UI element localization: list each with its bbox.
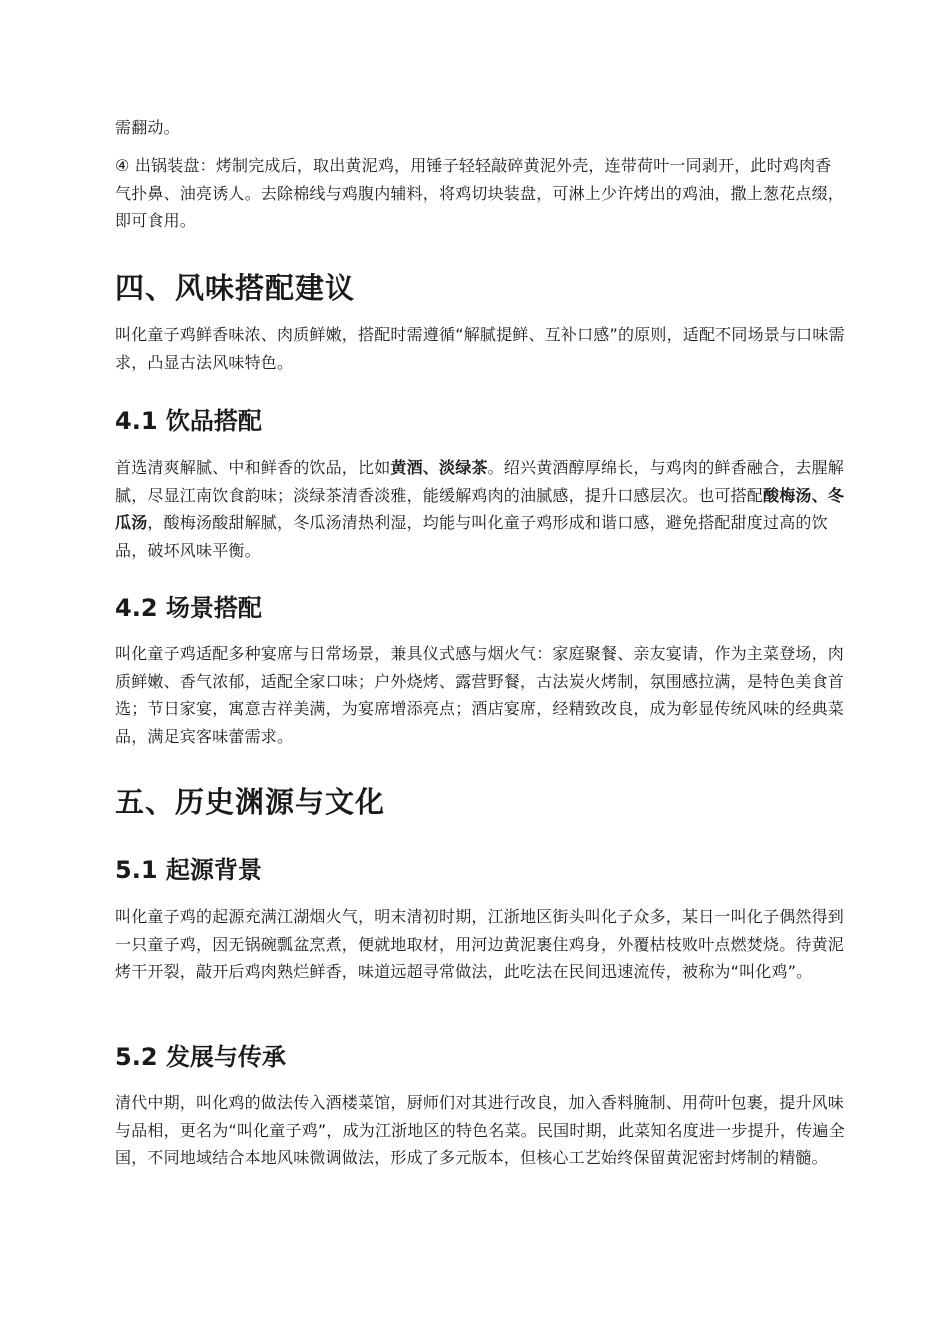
paragraph-flavor-intro: 叫化童子鸡鲜香味浓、肉质鲜嫩，搭配时需遵循“解腻提鲜、互补口感”的原则，适配不同场景与口味需求，凸显古法风味特色。 [115,325,845,372]
subsection-heading-5-1: 5.1 起源背景 [115,856,262,884]
paragraph-step-4-plating: ④ 出锅装盘：烤制完成后，取出黄泥鸡，用锤子轻轻敲碎黄泥外壳，连带荷叶一同剥开，此时鸡肉香气扑鼻、油亮诱人。去除棉线与鸡腹内辅料，将鸡切块装盘，可淋上少许烤出的鸡油，撒上葱花点缀，即可食用。 [115,156,845,231]
paragraph-continuation: 需翻动。 [115,118,180,137]
section-heading-5: 五、历史渊源与文化 [115,785,386,819]
subsection-heading-4-1: 4.1 饮品搭配 [115,407,262,435]
paragraph-development: 清代中期，叫化鸡的做法传入酒楼菜馆，厨师们对其进行改良，加入香料腌制、用荷叶包裹，提升风味与品相，更名为“叫化童子鸡”，成为江浙地区的特色名菜。民国时期，此菜知名度进一步提升，传遍全国，不同地域结合本地风味微调做法，形成了多元版本，但核心工艺始终保留黄泥密封烤制的精髓。 [115,1093,845,1168]
subsection-heading-5-2: 5.2 发展与传承 [115,1043,286,1071]
paragraph-drink-pairing: 首选清爽解腻、中和鲜香的饮品，比如黄酒、淡绿茶。绍兴黄酒醇厚绵长，与鸡肉的鲜香融合，去腥解腻，尽显江南饮食韵味；淡绿茶清香淡雅，能缓解鸡肉的油腻感，提升口感层次。也可搭配酸梅汤、冬瓜汤，酸梅汤酸甜解腻，冬瓜汤清热利湿，均能与叫化童子鸡形成和谐口感，避免搭配甜度过高的饮品，破坏风味平衡。 [115,458,845,560]
paragraph-origin: 叫化童子鸡的起源充满江湖烟火气，明末清初时期，江浙地区街头叫化子众多，某日一叫化子偶然得到一只童子鸡，因无锅碗瓢盆烹煮，便就地取材，用河边黄泥裹住鸡身，外覆枯枝败叶点燃焚烧。待黄泥烤干开裂，敲开后鸡肉熟烂鲜香，味道远超寻常做法，此吃法在民间迅速流传，被称为“叫化鸡”。 [115,907,845,982]
subsection-heading-4-2: 4.2 场景搭配 [115,594,262,622]
paragraph-scene-pairing: 叫化童子鸡适配多种宴席与日常场景，兼具仪式感与烟火气：家庭聚餐、亲友宴请，作为主菜登场，肉质鲜嫩、香气浓郁，适配全家口味；户外烧烤、露营野餐，古法炭火烤制，氛围感拉满，是特色美食首选；节日家宴，寓意吉祥美满，为宴席增添亮点；酒店宴席，经精致改良，成为彰显传统风味的经典菜品，满足宾客味蕾需求。 [115,644,845,746]
bold-drinks-1: 黄酒、淡绿茶 [390,458,488,477]
bold-drinks-2: 酸梅汤、冬瓜汤 [115,485,845,533]
section-heading-4: 四、风味搭配建议 [115,271,356,305]
